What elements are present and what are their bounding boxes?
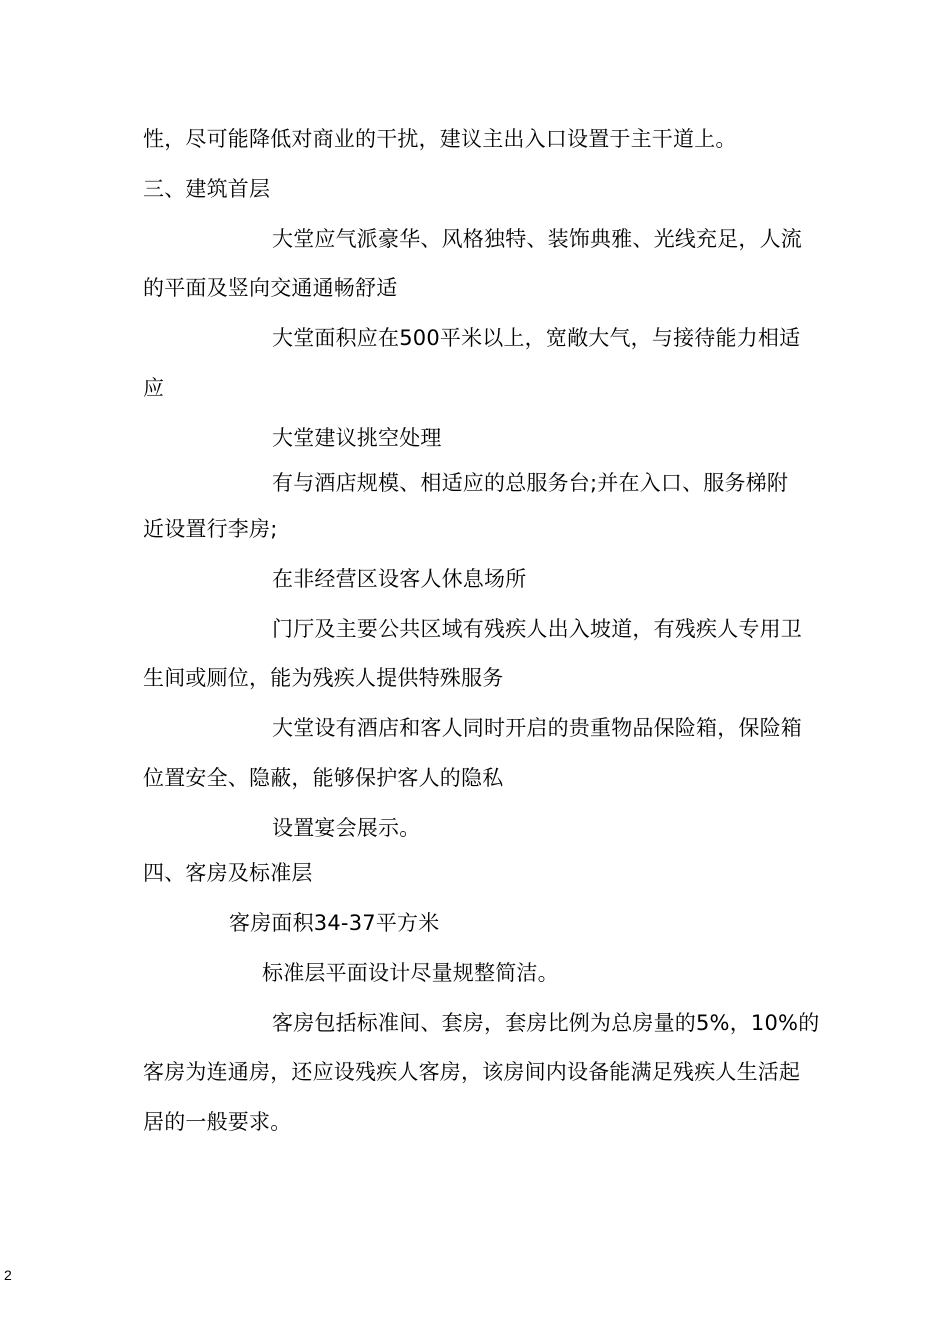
- text-line: 客房为连通房，还应设残疾人客房，该房间内设备能满足残疾人生活起: [143, 1060, 801, 1084]
- text-line: 应: [143, 376, 165, 400]
- text-line: 有与酒店规模、相适应的总服务台;并在入口、服务梯附: [272, 471, 789, 495]
- text-line: 居的一般要求。: [143, 1110, 292, 1134]
- text-line: 门厅及主要公共区域有残疾人出入坡道，有残疾人专用卫: [272, 617, 802, 641]
- text-line: 大堂设有酒店和客人同时开启的贵重物品保险箱，保险箱: [272, 716, 802, 740]
- text-line: 性，尽可能降低对商业的干扰，建议主出入口设置于主干道上。: [143, 127, 737, 151]
- text-line: 在非经营区设客人休息场所: [272, 567, 527, 591]
- text-line: 近设置行李房;: [143, 517, 278, 541]
- text-line: 标准层平面设计尽量规整简洁。: [262, 961, 559, 985]
- page-number: 2: [4, 1267, 12, 1283]
- section-heading: 三、建筑首层: [143, 177, 271, 201]
- text-line: 大堂建议挑空处理: [272, 426, 442, 450]
- text-line: 位置安全、隐蔽，能够保护客人的隐私: [143, 766, 504, 790]
- section-heading: 四、客房及标准层: [143, 861, 313, 885]
- text-line: 客房包括标准间、套房，套房比例为总房量的5%，10%的: [272, 1011, 820, 1035]
- text-line: 大堂应气派豪华、风格独特、装饰典雅、光线充足，人流: [272, 227, 802, 251]
- text-line: 大堂面积应在500平米以上，宽敞大气，与接待能力相适: [272, 326, 801, 350]
- text-line: 设置宴会展示。: [272, 816, 421, 840]
- text-line: 生间或厕位，能为残疾人提供特殊服务: [143, 666, 504, 690]
- text-line: 客房面积34-37平方米: [229, 911, 440, 935]
- text-line: 的平面及竖向交通通畅舒适: [143, 276, 398, 300]
